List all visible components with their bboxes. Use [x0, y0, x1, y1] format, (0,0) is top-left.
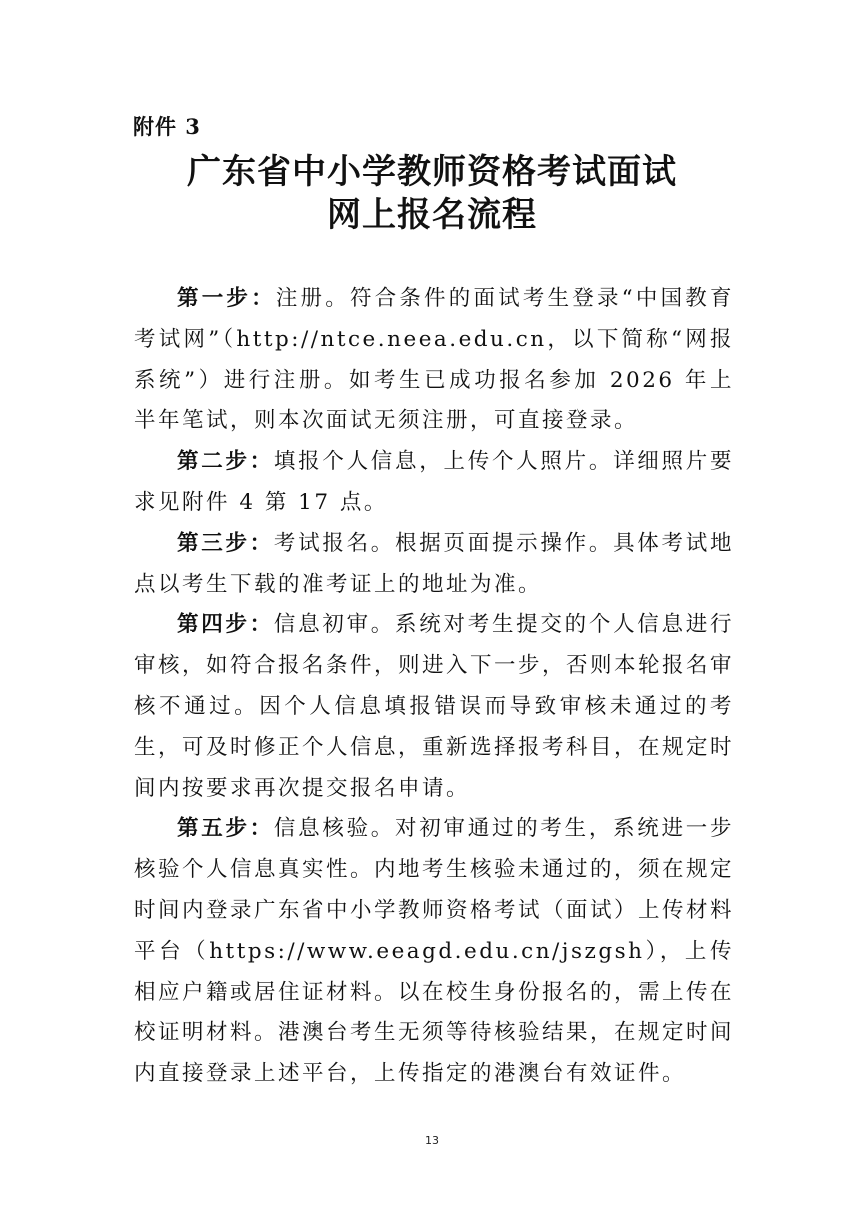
document-title-line-1: 广东省中小学教师资格考试面试 — [187, 152, 677, 192]
step-2-paragraph — [134, 442, 734, 524]
step-3-label: 第三步： — [177, 530, 274, 556]
page-number: 13 — [425, 1134, 439, 1147]
step-2-text: 填报个人信息，上传个人照片。详细照片要求见附件 4 第 17 点。 — [134, 449, 734, 515]
document-title-line-2: 网上报名流程 — [327, 195, 537, 235]
step-5-text: 信息核验。对初审通过的考生，系统进一步核验个人信息真实性。内地考生核验未通过的，须在规定时间内登录广东省中小学教师资格考试（面试）上传材料平台（https://www.eeagd.edu.cn/jszgsh），上传相应户籍或居住证材料。以在校生身份报名的，需上传在校证明材料。港澳台考生无须等待核验结果，在规定时间内直接登录上述平台，上传指定的港澳台有效证件。 — [134, 816, 735, 1087]
step-1-text: 注册。符合条件的面试考生登录“中国教育考试网”（http://ntce.neea.edu.cn，以下简称“网报系统”）进行注册。如考生已成功报名参加 2026 年上半年笔试，则本次面试无须注册，可直接登录。 — [134, 286, 734, 434]
step-2-label: 第二步： — [177, 449, 274, 475]
step-3-paragraph — [134, 524, 734, 606]
step-1-label: 第一步： — [177, 286, 276, 311]
attachment-label: 附件 3 — [133, 114, 201, 139]
step-3-text: 考试报名。根据页面提示操作。具体考试地点以考生下载的准考证上的地址为准。 — [134, 530, 734, 597]
step-5-label: 第五步： — [177, 816, 274, 842]
step-4-paragraph — [134, 605, 734, 809]
step-5-paragraph — [134, 809, 734, 1095]
step-1-paragraph — [134, 279, 734, 442]
document-body — [134, 279, 734, 1095]
step-4-label: 第四步： — [177, 612, 274, 638]
step-4-text: 信息初审。系统对考生提交的个人信息进行审核，如符合报名条件，则进入下一步，否则本轮报名审核不通过。因个人信息填报错误而导致审核未通过的考生，可及时修正个人信息，重新选择报考科目，在规定时间内按要求再次提交报名申请。 — [134, 612, 735, 801]
